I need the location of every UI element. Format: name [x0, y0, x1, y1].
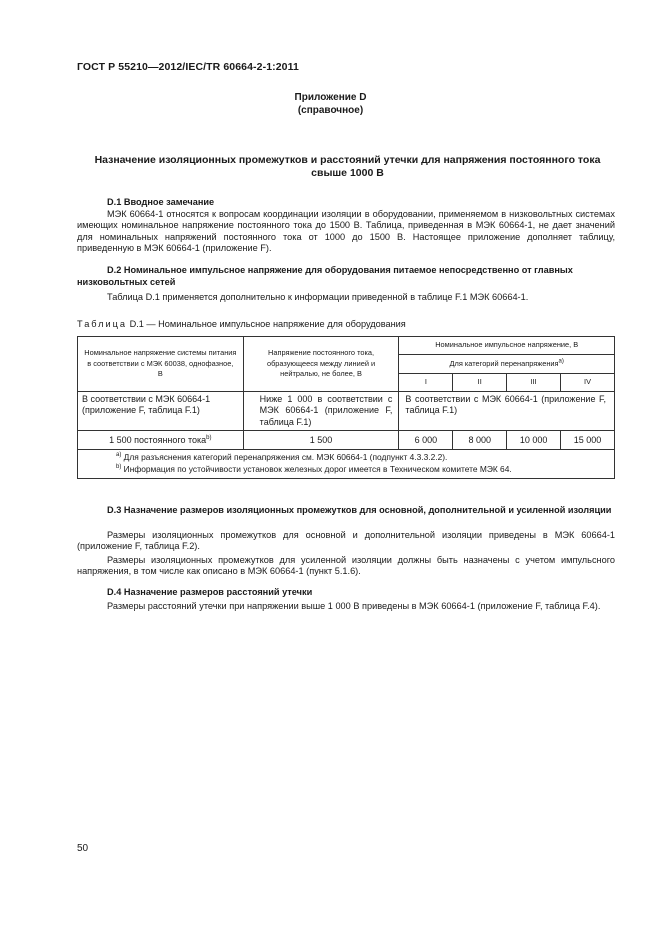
table-caption	[77, 319, 406, 329]
category-header: I	[399, 374, 453, 392]
table-notes	[78, 450, 615, 479]
header-impulse-voltage: Номинальное импульсное напряжение, В	[399, 337, 615, 355]
category-header: II	[453, 374, 507, 392]
table-note	[116, 452, 614, 464]
row2-value: 6 000	[399, 431, 453, 450]
row2-col1-text: 1 500 постоянного тока	[109, 435, 207, 446]
impulse-voltage-table	[77, 336, 615, 479]
page-number: 50	[77, 843, 89, 854]
section-d2-text: Таблица D.1 применяется дополнительно к информации приведенной в таблице F.1 МЭК 60664-1.	[107, 292, 529, 302]
category-header: IV	[561, 374, 615, 392]
section-d4-text: Размеры расстояний утечки при напряжении выше 1 000 В приведены в МЭК 60664-1 (приложение F, таблица F.4).	[107, 601, 601, 611]
section-d3-heading: D.3 Назначение размеров изоляционных промежутков для основной, дополнительной и усиленной изоляции	[107, 505, 612, 515]
category-header: III	[507, 374, 561, 392]
section-d1-text: МЭК 60664-1 относятся к вопросам координации изоляции в оборудовании, применяемом в низковольтных системах имеющих номинальное напряжение постоянного тока до 1500 В. Таблица, приведенная в МЭК 60664-1, не дает значений для номинальных напряжений постоянного тока от 1000 до 1500 В. Настоящее приложение дополняет таблицу, приведенную в МЭК 60664-1 (приложение F).	[77, 209, 615, 254]
note-text: Для разъяснения категорий перенапряжения см. МЭК 60664-1 (подпункт 4.3.3.2.2).	[121, 452, 448, 463]
header-col-dc-voltage: Напряжение постоянного тока, образующееся между линией и нейтралью, не более, В	[243, 337, 399, 392]
appendix-subtitle: (справочное)	[297, 105, 364, 116]
note-mark: а)	[116, 452, 122, 459]
table-caption-word: Таблица	[77, 319, 128, 329]
row2-col1	[78, 431, 244, 450]
appendix-title: Приложение D	[294, 92, 367, 103]
row2-value: 8 000	[453, 431, 507, 450]
section-d3-p2: Размеры изоляционных промежутков для усиленной изоляции должны быть назначены с учетом импульсного напряжения, в том числе как описано в МЭК 60664-1 (пункт 5.1.6).	[77, 555, 615, 577]
section-d3-p1: Размеры изоляционных промежутков для основной и дополнительной изоляции приведены в МЭК 60664-1 (приложение F, таблица F.2).	[77, 530, 615, 552]
note-text: Информация по устойчивости установок железных дорог имеется в Техническом комитете МЭК 64.	[121, 463, 512, 474]
section-d1-heading: D.1 Вводное замечание	[107, 197, 215, 207]
header-overvoltage-category-text: Для категорий перенапряжения	[449, 358, 559, 368]
footnote-mark-b: b)	[206, 435, 212, 442]
footnote-mark-a: а)	[558, 358, 564, 365]
row1-col1: В соответствии с МЭК 60664-1 (приложение F, таблица F.1)	[78, 392, 244, 431]
section-d4-heading: D.4 Назначение размеров расстояний утечки	[107, 587, 313, 597]
header-col-nominal-voltage: Номинальное напряжение системы питания в соответствии с МЭК 60038, однофазное, В	[78, 337, 244, 392]
row2-value: 15 000	[561, 431, 615, 450]
document-header: ГОСТ Р 55210—2012/IEC/TR 60664-2-1:2011	[77, 61, 299, 73]
row1-col2: Ниже 1 000 в соответствии с МЭК 60664-1 (приложение F, таблица F.1)	[243, 392, 399, 431]
section-d2-heading: D.2 Номинальное импульсное напряжение для оборудования питаемое непосредственно от главных низковольтных сетей	[77, 265, 573, 287]
table-caption-text: D.1 — Номинальное импульсное напряжение для оборудования	[127, 319, 406, 329]
table-note	[116, 464, 614, 476]
row2-value: 10 000	[507, 431, 561, 450]
row1-merged: В соответствии с МЭК 60664-1 (приложение F, таблица F.1)	[399, 392, 615, 431]
row2-col2: 1 500	[243, 431, 399, 450]
header-overvoltage-category	[399, 355, 615, 374]
main-title: Назначение изоляционных промежутков и расстояний утечки для напряжения постоянного тока свыше 1000 В	[94, 154, 601, 179]
note-mark: b)	[116, 463, 122, 470]
